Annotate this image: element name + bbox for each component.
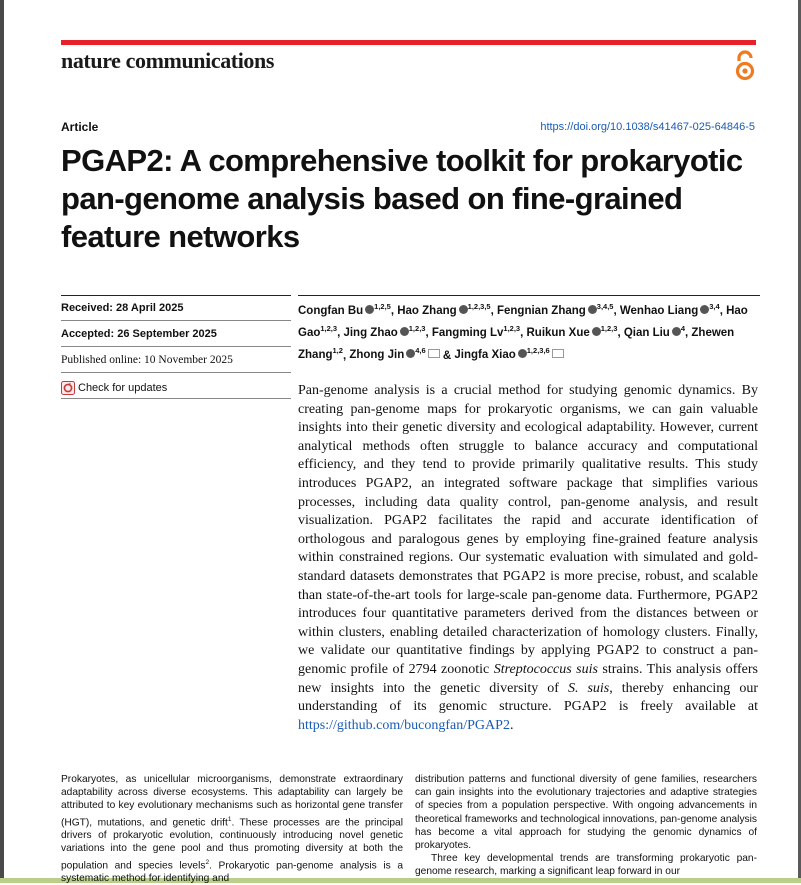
article-type: Article (61, 120, 99, 134)
meta-divider (61, 320, 291, 321)
meta-divider (61, 398, 291, 399)
reference-link[interactable]: 2 (205, 858, 210, 866)
body-column-left: Prokaryotes, as unicellular microorganisms, demonstrate extraordinary adaptability across diverse ecosystems. This adaptability can largely be attributed to key evolutionary mechanisms such as horizontal gene transfer (HGT), mutations, and genetic drift$^1$. These processes are the principal drivers of prokaryotic evolution, continuously introducing novel genetic variations into the gene pool and thus promoting diversity at both the population and species levels$^2$. Prokaryotic pan-genome analysis is a systematic method for identifying and (61, 774, 403, 885)
orcid-icon[interactable] (588, 305, 597, 314)
author[interactable]: Jingfa Xiao $^{1,2,3,6}$ (454, 349, 563, 361)
reference-link[interactable]: 1 (227, 815, 232, 823)
body-column-right: distribution patterns and functional diversity of gene families, researchers can gain insights into the evolutionary trajectories and adaptive strategies of species from a population perspective. With ongoing advancements in theoretical frameworks and technological innovations, pan-genome analysis has become a vital approach for studying the genomic dynamics of prokaryotes. Three key developmental trends are transforming prokaryotic pan-genome research, marking a significant leap forward in our (415, 774, 757, 878)
email-icon[interactable] (428, 349, 440, 358)
author[interactable]: Hao Zhang $^{1,2,3,5}$ (397, 302, 491, 317)
author[interactable]: Hao Gao$^{1,2,3}$ (298, 304, 748, 340)
check-updates-icon (61, 381, 75, 395)
meta-top-rule (61, 295, 291, 296)
accepted-date: Accepted: 26 September 2025 (61, 328, 217, 340)
published-date: Published online: 10 November 2025 (61, 354, 233, 366)
orcid-icon[interactable] (700, 305, 709, 314)
authors-top-rule (298, 295, 760, 296)
viewer-left-edge (0, 0, 4, 883)
author[interactable]: Fengnian Zhang $^{3,4,5}$ (496, 302, 614, 317)
journal-name: nature communications (61, 48, 275, 73)
email-icon[interactable] (552, 349, 564, 358)
author[interactable]: Fangming Lv$^{1,2,3}$ (431, 324, 521, 340)
author[interactable]: Zhewen Zhang$^{1,2}$ (298, 327, 735, 362)
author[interactable]: Zhong Jin $^{4,6}$ (349, 349, 439, 361)
orcid-icon[interactable] (365, 305, 374, 314)
journal-header-bar (61, 40, 756, 45)
orcid-icon[interactable] (459, 305, 468, 314)
orcid-icon[interactable] (518, 349, 527, 358)
orcid-icon[interactable] (592, 327, 601, 336)
meta-divider (61, 372, 291, 373)
meta-divider (61, 346, 291, 347)
open-access-icon (733, 50, 757, 82)
received-date: Received: 28 April 2025 (61, 302, 184, 314)
check-updates-button[interactable] (61, 378, 291, 398)
author[interactable]: Wenhao Liang $^{3,4}$ (619, 302, 720, 317)
orcid-icon[interactable] (400, 327, 409, 336)
author[interactable]: Ruikun Xue $^{1,2,3}$ (526, 324, 618, 340)
check-updates-label: Check for updates (78, 382, 168, 394)
article-title: PGAP2: A comprehensive toolkit for prokaryotic pan-genome analysis based on fine-grained feature networks (61, 143, 743, 254)
github-link[interactable]: https://github.com/bucongfan/PGAP2 (298, 717, 510, 733)
author-list: Congfan Bu $^{1,2,5}$, Hao Zhang $^{1,2,3,5}$, Fengnian Zhang $^{3,4,5}$, Wenhao Liang $^{3,4}$, Hao Gao$^{1,2,3}$, Jing Zhao $^{1,2,3}$, Fangming Lv$^{1,2,3}$, Ruikun Xue $^{1,2,3}$, Qian Liu $^4$, Zhewen Zhang$^{1,2}$, Zhong Jin $^{4,6}$ & Jingfa Xiao $^{1,2,3,6}$ (298, 302, 748, 362)
author[interactable]: Jing Zhao $^{1,2,3}$ (343, 324, 426, 340)
orcid-icon[interactable] (672, 327, 681, 336)
author[interactable]: Qian Liu $^4$ (623, 324, 685, 340)
abstract: Pan-genome analysis is a crucial method for studying genomic dynamics. By creating pan-genome maps for prokaryotic organisms, we can gain valuable insights into their genetic diversity and ecological adaptability. However, current analytical methods often struggle to balance accuracy and computational efficiency, and they tend to provide primarily qualitative results. This study introduces PGAP2, an integrated software package that simplifies various processes, including data quality control, pan-genome analysis, and result visualization. PGAP2 facilitates the rapid and accurate identification of orthologous and paralogous genes by employing fine-grained feature analysis within constrained regions. Our systematic evaluation with simulated and gold-standard datasets demonstrates that PGAP2 is more precise, robust, and scalable than state-of-the-art tools for large-scale pan-genome data. Furthermore, PGAP2 introduces four quantitative parameters derived from the distances between or within clusters, enabling detailed characterization of homology clusters. Finally, we validate our quantitative findings by applying PGAP2 to construct a pan-genomic profile of 2794 zoonotic Streptococcus suis strains. This analysis offers new insights into the genetic diversity of S. suis, thereby enhancing our understanding of its genomic structure. PGAP2 is freely available at https://github.com/bucongfan/PGAP2. (298, 383, 758, 733)
orcid-icon[interactable] (406, 349, 415, 358)
author[interactable]: Congfan Bu $^{1,2,5}$ (298, 302, 391, 317)
doi-link[interactable]: https://doi.org/10.1038/s41467-025-64846-5 (540, 121, 755, 133)
